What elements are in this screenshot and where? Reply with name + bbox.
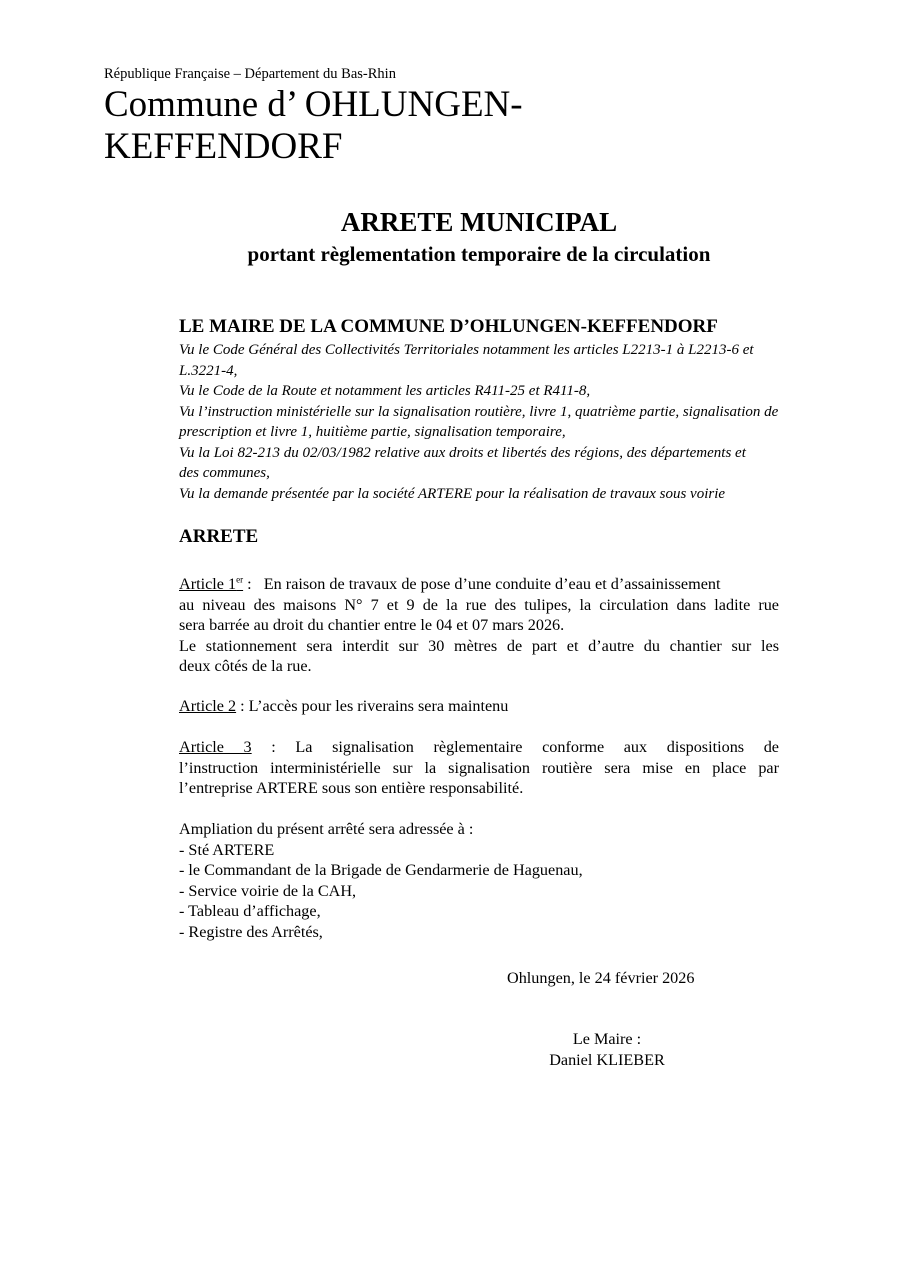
visa-line: Vu l’instruction ministérielle sur la signalisation routière, livre 1, quatrième partie, signalisation de	[179, 403, 779, 420]
visa-line: des communes,	[179, 465, 270, 481]
visa-line: prescription et livre 1, huitième partie, signalisation temporaire,	[179, 424, 566, 440]
article-3-text-line: : La signalisation règlementaire conforme aux dispositions de	[251, 738, 779, 756]
article-1-text-line: sera barrée au droit du chantier entre le 04 et 07 mars 2026.	[179, 616, 565, 634]
visa-line: Vu la Loi 82-213 du 02/03/1982 relative aux droits et libertés des régions, des départements et	[179, 444, 746, 461]
visa-line: Vu le Code Général des Collectivités Territoriales notamment les articles L2213-1 à L2213-6 et	[179, 342, 754, 358]
article-1-text-line: Le stationnement sera interdit sur 30 mètres de part et d’autre du chantier sur les	[179, 636, 779, 655]
recipient-item: - le Commandant de la Brigade de Gendarmerie de Haguenau,	[179, 861, 583, 879]
article-1-label: Article 1er	[179, 574, 244, 593]
document-subtitle: portant règlementation temporaire de la circulation	[247, 242, 711, 266]
visas-list	[179, 340, 779, 504]
article-1-label-superscript: er	[236, 574, 244, 585]
decision-heading: ARRETE	[179, 526, 259, 547]
recipient-item: - Registre des Arrêtés,	[179, 922, 323, 941]
article-2-text: : L’accès pour les riverains sera maintenu	[236, 697, 509, 715]
article-1-text-line: deux côtés de la rue.	[179, 657, 312, 675]
visa-line: Vu le Code de la Route et notamment les articles R411-25 et R411-8,	[179, 383, 591, 399]
signature-title: Le Maire :	[572, 1030, 642, 1048]
commune-name-line-1: Commune d’ OHLUNGEN-	[104, 84, 523, 125]
article-1-text-line: En raison de travaux de pose d’une conduite d’eau et d’assainissement	[251, 575, 721, 593]
document-title: ARRETE MUNICIPAL	[340, 207, 618, 237]
ampliation-section	[179, 819, 779, 942]
mayor-heading: LE MAIRE DE LA COMMUNE D’OHLUNGEN-KEFFENDORF	[179, 316, 718, 337]
ampliation-intro: Ampliation du présent arrêté sera adressée à :	[179, 820, 474, 838]
article-3	[179, 737, 779, 799]
signature-name: Daniel KLIEBER	[549, 1050, 665, 1069]
republic-department-line: République Française – Département du Bas-Rhin	[104, 66, 396, 82]
visa-line: L.3221-4,	[179, 362, 238, 379]
commune-name-line-2: KEFFENDORF	[104, 126, 343, 167]
article-1-first-line	[179, 574, 779, 595]
place-and-date: Ohlungen, le 24 février 2026	[507, 969, 695, 987]
article-3-text-line: l’entreprise ARTERE sous son entière responsabilité.	[179, 779, 524, 797]
commune-name	[104, 84, 664, 168]
article-1	[179, 574, 779, 677]
article-2-label: Article 2	[179, 697, 237, 715]
article-1-text-line: au niveau des maisons N° 7 et 9 de la rue des tulipes, la circulation dans ladite rue	[179, 595, 779, 614]
visa-line: Vu la demande présentée par la société ARTERE pour la réalisation de travaux sous voirie	[179, 485, 726, 502]
recipient-item: - Sté ARTERE	[179, 840, 275, 859]
signature-block	[520, 1029, 694, 1070]
recipient-item: - Tableau d’affichage,	[179, 902, 321, 920]
article-2	[179, 696, 779, 717]
article-3-text-line: l’instruction interministérielle sur la signalisation routière sera mise en place par	[179, 758, 779, 777]
article-3-label: Article 3	[179, 738, 252, 756]
article-1-separator: :	[243, 575, 252, 593]
recipient-item: - Service voirie de la CAH,	[179, 881, 357, 900]
